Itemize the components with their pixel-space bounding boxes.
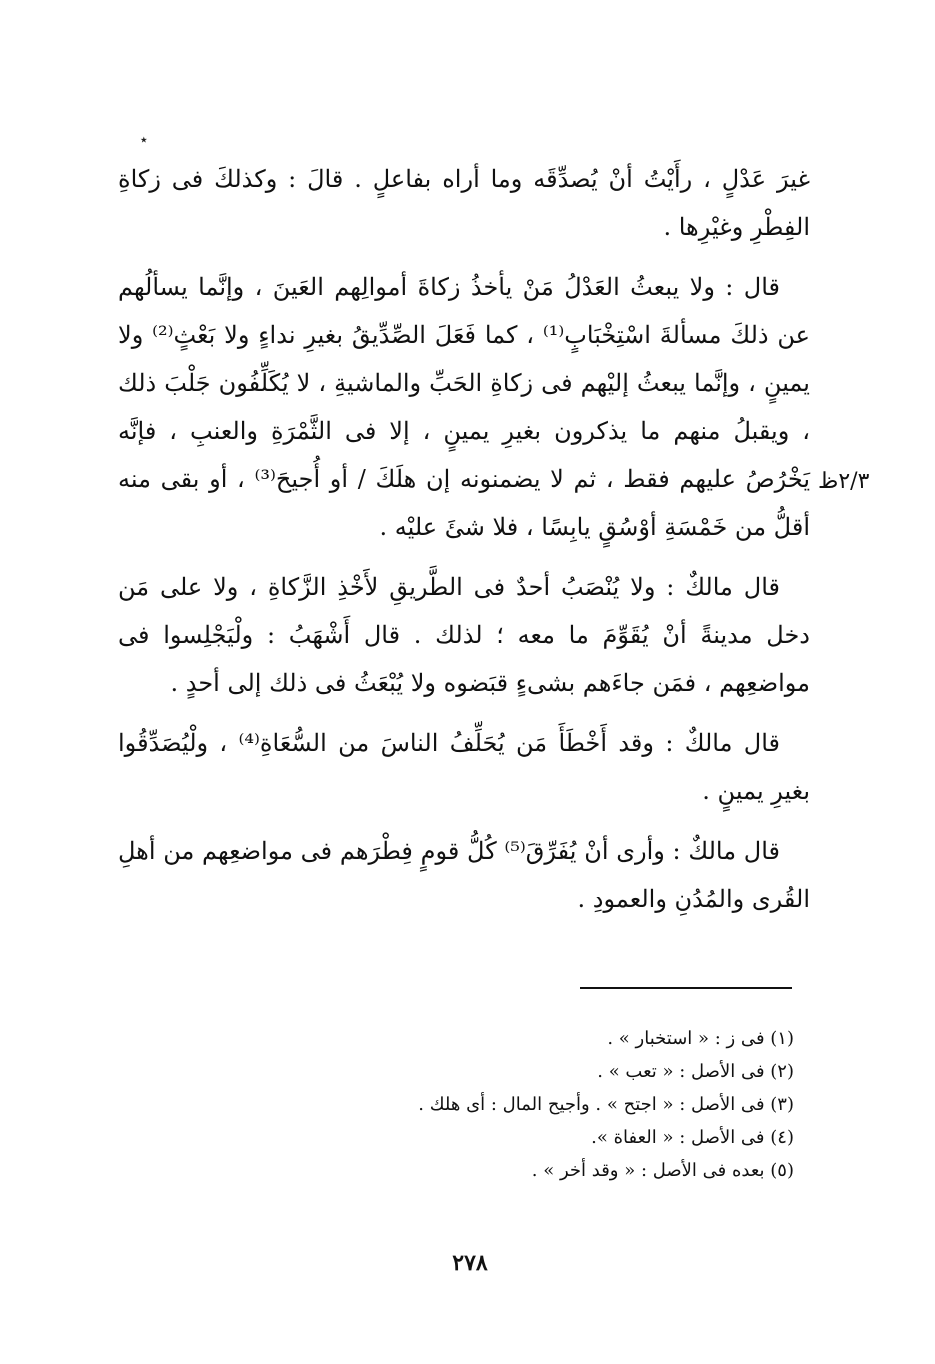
footnote-1: (١) فى ز : « استخبار » .	[607, 1028, 794, 1049]
footnote-5: (٥) بعده فى الأصل : « وقد أخر » .	[531, 1160, 794, 1181]
footnotes	[300, 1022, 794, 1187]
main-text	[118, 155, 810, 935]
folio-marginal-note: ٢/٣ظ	[818, 469, 870, 494]
paragraph-2: قال : ولا يبعثُ العَدْلُ مَنْ يأخذُ زكاةَ أموالِهم العَينَ ، وإنَّما يسألُهم عن ذلكَ مسألةَ اسْتِخْبَابٍ⁽¹⁾ ، كما فَعَلَ الصِّدِّيقُ بغيرِ نداءٍ ولا بَعْثٍ⁽²⁾ ولا يمينٍ ، وإنَّما يبعثُ إليْهم فى زكاةِ الحَبِّ والماشيةِ ، لا يُكَلِّفُون جَلْبَ ذلك ، ويقبلُ منهم ما يذكرون بغيرِ يمينٍ ، إلا فى الثَّمْرَةِ والعنبِ ، فإنَّه يَخْرُصُ عليهم فقط ، ثم لا يضمنونه إن هلَكَ / أو أُجيحَ⁽³⁾ ، أو بقى منه أقلُّ من خَمْسَةِ أوْسُقٍ يابِسًا ، فلا شئَ عليْه .	[118, 273, 810, 541]
footnote-divider	[580, 987, 792, 989]
page-number: ٢٧٨	[452, 1250, 488, 1276]
footnote-3: (٣) فى الأصل : « اجتح » . وأجيح المال : أى هلك .	[418, 1094, 794, 1115]
footnote-4: (٤) فى الأصل : « العفاة ».	[591, 1127, 794, 1148]
paragraph-3: قال مالكٌ : ولا يُنْصَبُ أحدٌ فى الطَّريقِ لأَخْذِ الزَّكاةِ ، ولا على مَن دخل مدينةً أنْ يُقَوِّمَ ما معه ؛ لذلك . قال أَشْهَبُ : ولْيَجْلِسوا فى مواضعِهم ، فمَن جاءَهم بشىءٍ قبَضوه ولا يُبْعَثُ فى ذلك إلى أحدٍ .	[118, 573, 810, 697]
paragraph-5: قال مالكٌ : وأرى أنْ يُفَرِّقَ⁽⁵⁾ كُلُّ قومٍ فِطْرَهم فى مواضعِهم من أهلِ القُرى والمُدُنِ والعمودِ .	[118, 837, 810, 913]
footnote-2: (٢) فى الأصل : « تعب » .	[597, 1061, 794, 1082]
paragraph-4: قال مالكٌ : وقد أَخْطَأَ مَن يُحَلِّفُ الناسَ من السُّعَاةِ⁽⁴⁾ ، ولْيُصَدِّقُوا بغيرِ يمينٍ .	[118, 729, 810, 805]
manuscript-mark: ٭	[140, 132, 148, 148]
paragraph-1: غيرَ عَدْلٍ ، رأَيْتُ أنْ يُصدِّقَه وما أراه بفاعلٍ . قالَ : وكذلكَ فى زكاةِ الفِطْرِ وغيْرِها .	[118, 165, 810, 241]
